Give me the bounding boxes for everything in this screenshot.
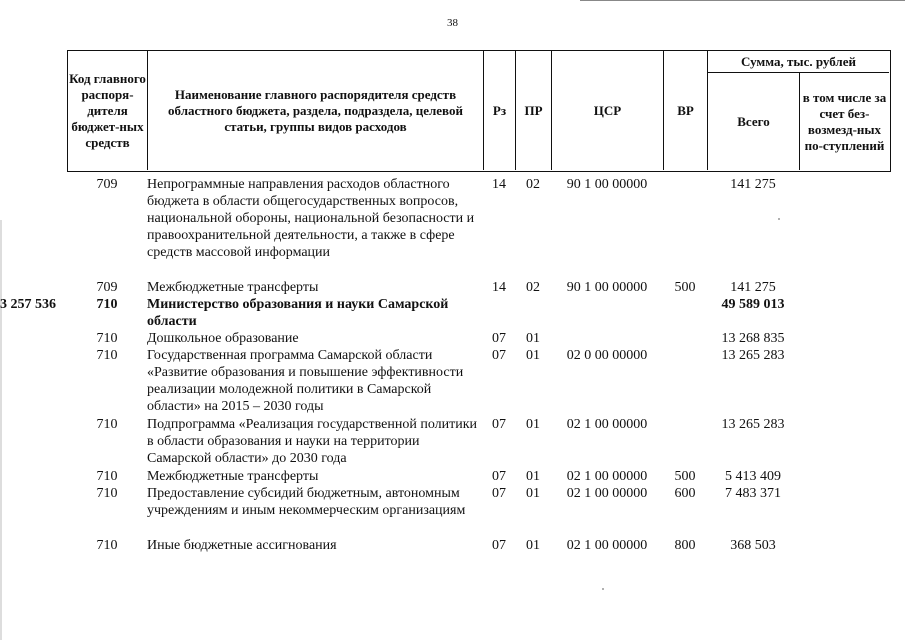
cell-rz: 07 — [492, 538, 506, 553]
header-sum: Сумма, тыс. рублей — [708, 51, 889, 73]
cell-code: 710 — [96, 469, 118, 484]
page-number: 38 — [447, 17, 458, 29]
cell-code: 710 — [96, 538, 118, 553]
table-header — [67, 50, 891, 172]
cell-csr: 02 0 00 00000 — [566, 348, 648, 363]
header-code: Код главного распоря-дителя бюджет-ных средств — [68, 51, 148, 170]
cell-rz: 07 — [492, 469, 506, 484]
cell-name: Предоставление субсидий бюджетным, автономным учреждениям и иным некоммерческим организациям — [147, 486, 466, 518]
cell-vr: 500 — [674, 280, 696, 295]
header-pr: ПР — [516, 51, 552, 170]
cell-code: 710 — [96, 486, 118, 501]
cell-rz: 07 — [492, 417, 506, 432]
cell-total: 49 589 013 — [721, 297, 785, 312]
cell-total: 5 413 409 — [725, 469, 781, 484]
header-name: Наименование главного распорядителя средств областного бюджета, раздела, подраздела, целевой статьи, группы видов расходов — [148, 51, 484, 170]
cell-rz: 07 — [492, 348, 506, 363]
cell-total: 13 268 835 — [721, 331, 785, 346]
cell-pr: 02 — [526, 177, 540, 192]
table-row — [0, 296, 905, 329]
cell-csr: 90 1 00 00000 — [566, 280, 648, 295]
cell-code: 710 — [96, 348, 118, 363]
cell-code: 710 — [96, 417, 118, 432]
cell-vr: 800 — [674, 538, 696, 553]
cell-code: 710 — [96, 331, 118, 346]
cell-rz: 14 — [492, 280, 506, 295]
cell-csr: 02 1 00 00000 — [566, 417, 648, 432]
cell-code: 709 — [96, 280, 118, 295]
cell-total: 7 483 371 — [725, 486, 781, 501]
cell-vr: 600 — [674, 486, 696, 501]
cell-pr: 01 — [526, 417, 540, 432]
cell-pr: 02 — [526, 280, 540, 295]
header-vr: ВР — [664, 51, 708, 170]
cell-csr: 02 1 00 00000 — [566, 538, 648, 553]
cell-name: Дошкольное образование — [147, 331, 299, 346]
cell-name: Непрограммные направления расходов областного бюджета в области общегосударственных вопросов, национальной обороны, национальной безопасности и правоохранительной деятельности, а также в сфере средств массовой информации — [147, 177, 475, 260]
cell-name: Иные бюджетные ассигнования — [147, 538, 337, 553]
header-total: Всего — [708, 73, 800, 170]
scan-left-edge — [0, 220, 2, 640]
cell-csr: 02 1 00 00000 — [566, 486, 648, 501]
cell-rz: 07 — [492, 331, 506, 346]
cell-name: Подпрограмма «Реализация государственной политики в области образования и науки на территории Самарской области» до 2030 года — [147, 417, 478, 466]
cell-total: 13 265 283 — [721, 348, 785, 363]
cell-code: 710 — [96, 297, 118, 312]
cell-rz: 14 — [492, 177, 506, 192]
cell-name: Государственная программа Самарской области «Развитие образования и повышение эффективности реализации молодежной политики в Самарской области» на 2015 – 2030 годы — [147, 348, 464, 414]
cell-rz: 07 — [492, 486, 506, 501]
cell-code: 709 — [96, 177, 118, 192]
cell-pr: 01 — [526, 486, 540, 501]
cell-total: 141 275 — [730, 280, 776, 295]
scan-speck — [602, 588, 604, 590]
header-grants: в том числе за счет без-возмезд-ных по-ступлений — [802, 89, 887, 153]
cell-grants: 3 257 536 — [0, 297, 56, 312]
cell-csr: 02 1 00 00000 — [566, 469, 648, 484]
cell-pr: 01 — [526, 348, 540, 363]
cell-name: Межбюджетные трансферты — [147, 280, 319, 295]
cell-name: Межбюджетные трансферты — [147, 469, 319, 484]
cell-csr: 90 1 00 00000 — [566, 177, 648, 192]
cell-pr: 01 — [526, 538, 540, 553]
cell-total: 141 275 — [730, 177, 776, 192]
cell-name: Министерство образования и науки Самарской области — [147, 297, 449, 329]
scan-speck — [778, 218, 780, 220]
cell-pr: 01 — [526, 469, 540, 484]
header-rz: Рз — [484, 51, 516, 170]
header-csr: ЦСР — [552, 51, 664, 170]
cell-pr: 01 — [526, 331, 540, 346]
cell-total: 13 265 283 — [721, 417, 785, 432]
scan-top-rule — [580, 0, 905, 1]
cell-total: 368 503 — [730, 538, 776, 553]
cell-vr: 500 — [674, 469, 696, 484]
